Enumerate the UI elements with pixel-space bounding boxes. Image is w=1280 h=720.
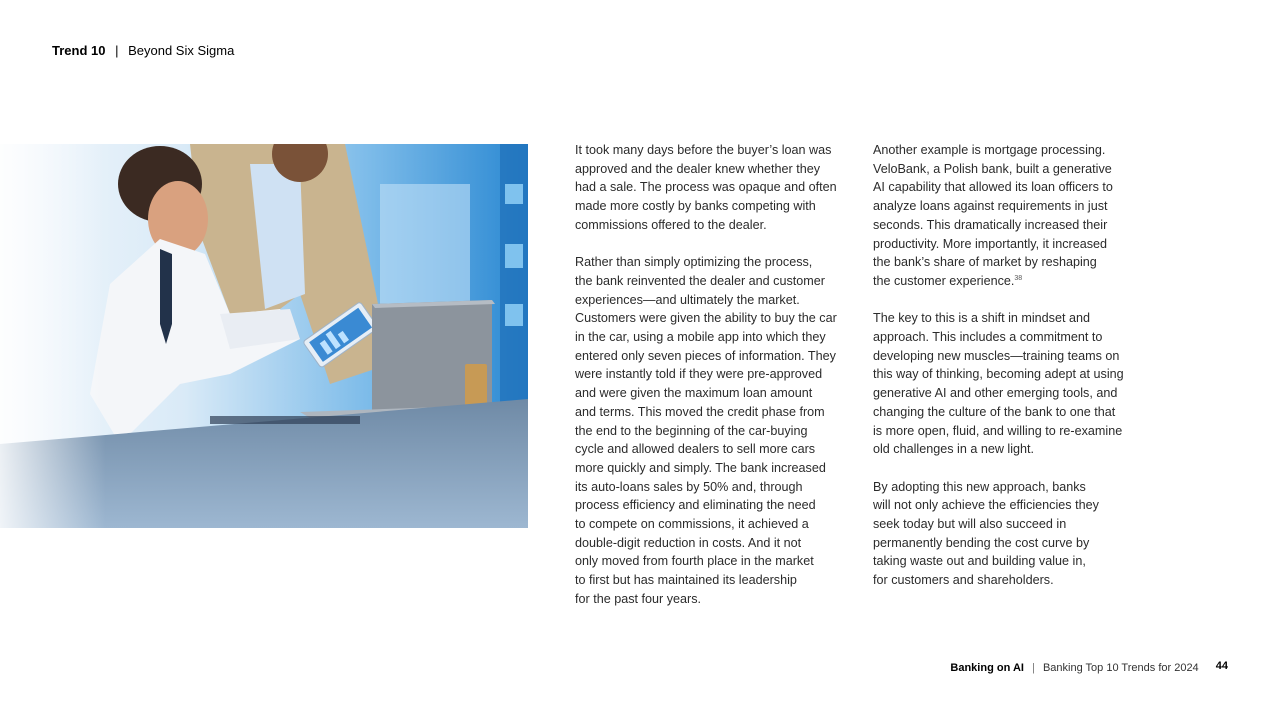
footer-brand: Banking on AI [950,662,1024,674]
text-line: to first but has maintained its leadership [575,573,797,588]
page-number: 44 [1215,660,1228,672]
text-line: only moved from fourth place in the market [575,554,814,569]
text-line: seconds. This dramatically increased their [873,217,1108,232]
paragraph [575,253,837,608]
text-line: By adopting this new approach, banks [873,479,1086,494]
text-line: were instantly told if they were pre-approved [575,367,823,382]
text-line: more quickly and simply. The bank increased [575,460,826,475]
body-column-right [873,141,1124,609]
text-line: will not only achieve the efficiencies they [873,498,1099,513]
text-line: the end to the beginning of the car-buying [575,423,808,438]
page-header [52,42,234,60]
text-line: changing the culture of the bank to one that [873,404,1116,419]
text-line: approach. This includes a commitment to [873,330,1103,345]
text-line: VeloBank, a Polish bank, built a generative [873,161,1112,176]
text-line: in the car, using a mobile app into which they [575,330,826,345]
text-line: made more costly by banks competing with [575,199,816,214]
section-title: Beyond Six Sigma [128,43,235,58]
text-line: Customers were given the ability to buy the car [575,311,837,326]
text-line: permanently bending the cost curve by [873,535,1090,550]
text-line: the bank’s share of market by reshaping [873,255,1097,270]
text-line: old challenges in a new light. [873,442,1035,457]
trend-label: Trend 10 [52,43,106,58]
text-line: taking waste out and building value in, [873,554,1086,569]
text-line: experiences—and ultimately the market. [575,292,800,307]
text-line: Another example is mortgage processing. [873,143,1106,157]
footer-separator: | [1032,662,1035,674]
header-separator: | [115,43,119,58]
text-line: the customer experience. [873,273,1015,288]
text-line: The key to this is a shift in mindset and [873,311,1090,326]
text-line: commissions offered to the dealer. [575,217,767,232]
text-line: the bank reinvented the dealer and customer [575,273,825,288]
text-line: AI capability that allowed its loan officers to [873,180,1113,195]
text-line: is more open, fluid, and willing to re-examine [873,423,1123,438]
text-line: analyze loans against requirements in just [873,199,1108,214]
text-line: and were given the maximum loan amount [575,386,813,401]
office-meeting-photo [0,144,528,528]
text-line: entered only seven pieces of information. They [575,348,836,363]
text-line: double-digit reduction in costs. And it not [575,535,802,550]
text-line: It took many days before the buyer’s loan was [575,143,832,157]
text-line: for the past four years. [575,591,701,606]
text-line: to compete on commissions, it achieved a [575,517,809,532]
body-column-left [575,141,837,627]
paragraph [873,478,1124,590]
paragraph [873,141,1124,291]
text-line: and terms. This moved the credit phase from [575,404,825,419]
footnote-reference: 38 [1014,274,1023,282]
paragraph [575,141,837,235]
text-line: for customers and shareholders. [873,573,1054,588]
text-line: generative AI and other emerging tools, and [873,386,1118,401]
text-line: its auto-loans sales by 50% and, through [575,479,803,494]
text-line: seek today but will also succeed in [873,517,1067,532]
text-line: cycle and allowed dealers to sell more cars [575,442,816,457]
paragraph [873,309,1124,459]
text-line: process efficiency and eliminating the need [575,498,816,513]
text-line: had a sale. The process was opaque and often [575,180,837,195]
text-line: developing new muscles—training teams on [873,348,1120,363]
text-line-with-footnote [873,272,1124,291]
page-footer [950,660,1228,676]
text-line: this way of thinking, becoming adept at using [873,367,1124,382]
footer-publication-title: Banking Top 10 Trends for 2024 [1042,662,1199,674]
text-line: Rather than simply optimizing the process, [575,255,813,270]
text-line: productivity. More importantly, it increased [873,236,1108,251]
text-line: approved and the dealer knew whether they [575,161,821,176]
